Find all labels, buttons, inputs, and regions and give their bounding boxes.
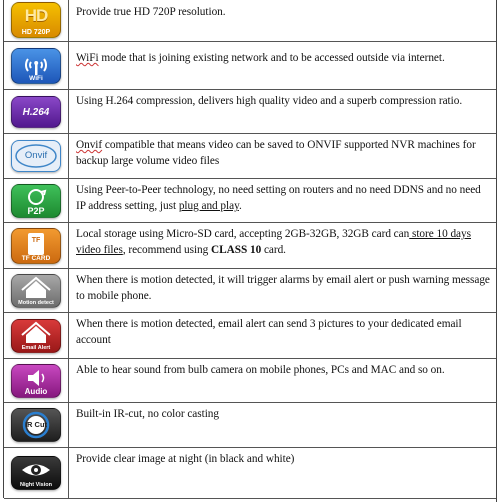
p2p-icon: P2P: [11, 184, 61, 218]
feature-text: When there is motion detected, it will trigger alarms by email alert or push warning message to mobile phone.: [76, 274, 490, 302]
table-row: [4, 134, 497, 179]
feature-text: Onvif compatible that means video can be saved to ONVIF supported NVR machines for backup large volume video files: [76, 139, 476, 167]
icon-cell: [4, 179, 69, 222]
table-row: [4, 42, 497, 90]
motion-detect-icon: Motion detect: [11, 274, 61, 308]
table-row: [4, 0, 497, 42]
feature-text: Built-in IR-cut, no color casting: [76, 408, 219, 420]
icon-cell: [4, 0, 69, 41]
table-right-border: [496, 0, 497, 502]
icon-cell: [4, 90, 69, 133]
icon-cell: [4, 269, 69, 312]
audio-icon: Audio: [11, 364, 61, 398]
feature-text: Able to hear sound from bulb camera on mobile phones, PCs and MAC and so on.: [76, 364, 445, 376]
hd-720p-icon: HD HD 720P: [11, 2, 61, 38]
icon-cell: [4, 403, 69, 447]
table-row: [4, 223, 497, 269]
icon-cell: [4, 134, 69, 178]
icon-cell: [4, 42, 69, 89]
feature-text: WiFi mode that is joining existing network and to be accessed outside via internet.: [76, 52, 445, 64]
table-row: [4, 90, 497, 134]
feature-text: Local storage using Micro-SD card, accepting 2GB-32GB, 32GB card can store 10 days video files, recommend using CLASS 10 card.: [76, 228, 471, 256]
table-row: [4, 269, 497, 313]
wifi-icon: WiFi: [11, 48, 61, 84]
table-row: [4, 448, 497, 499]
h264-icon: H.264: [11, 96, 61, 128]
feature-text: Using Peer-to-Peer technology, no need setting on routers and no need DDNS and no need IP address setting, just plug and play.: [76, 184, 481, 212]
table-row: [4, 179, 497, 223]
feature-text: Provide true HD 720P resolution.: [76, 6, 226, 18]
table-row: [4, 403, 497, 448]
onvif-icon: Onvif: [11, 140, 61, 172]
icon-cell: [4, 313, 69, 358]
feature-table: [3, 0, 497, 498]
email-alert-icon: Email Alert: [11, 319, 61, 353]
ir-cut-icon: IR Cut: [11, 408, 61, 442]
icon-cell: [4, 359, 69, 402]
feature-text: When there is motion detected, email alert can send 3 pictures to your dedicated email account: [76, 318, 462, 346]
icon-cell: [4, 223, 69, 268]
table-row: [4, 313, 497, 359]
feature-text: Using H.264 compression, delivers high quality video and a superb compression ratio.: [76, 95, 463, 107]
feature-text: Provide clear image at night (in black and white): [76, 453, 295, 465]
table-row: [4, 359, 497, 403]
night-vision-icon: Night Vision: [11, 456, 61, 490]
icon-cell: [4, 448, 69, 498]
tf-card-icon: TF TF CARD: [11, 228, 61, 264]
